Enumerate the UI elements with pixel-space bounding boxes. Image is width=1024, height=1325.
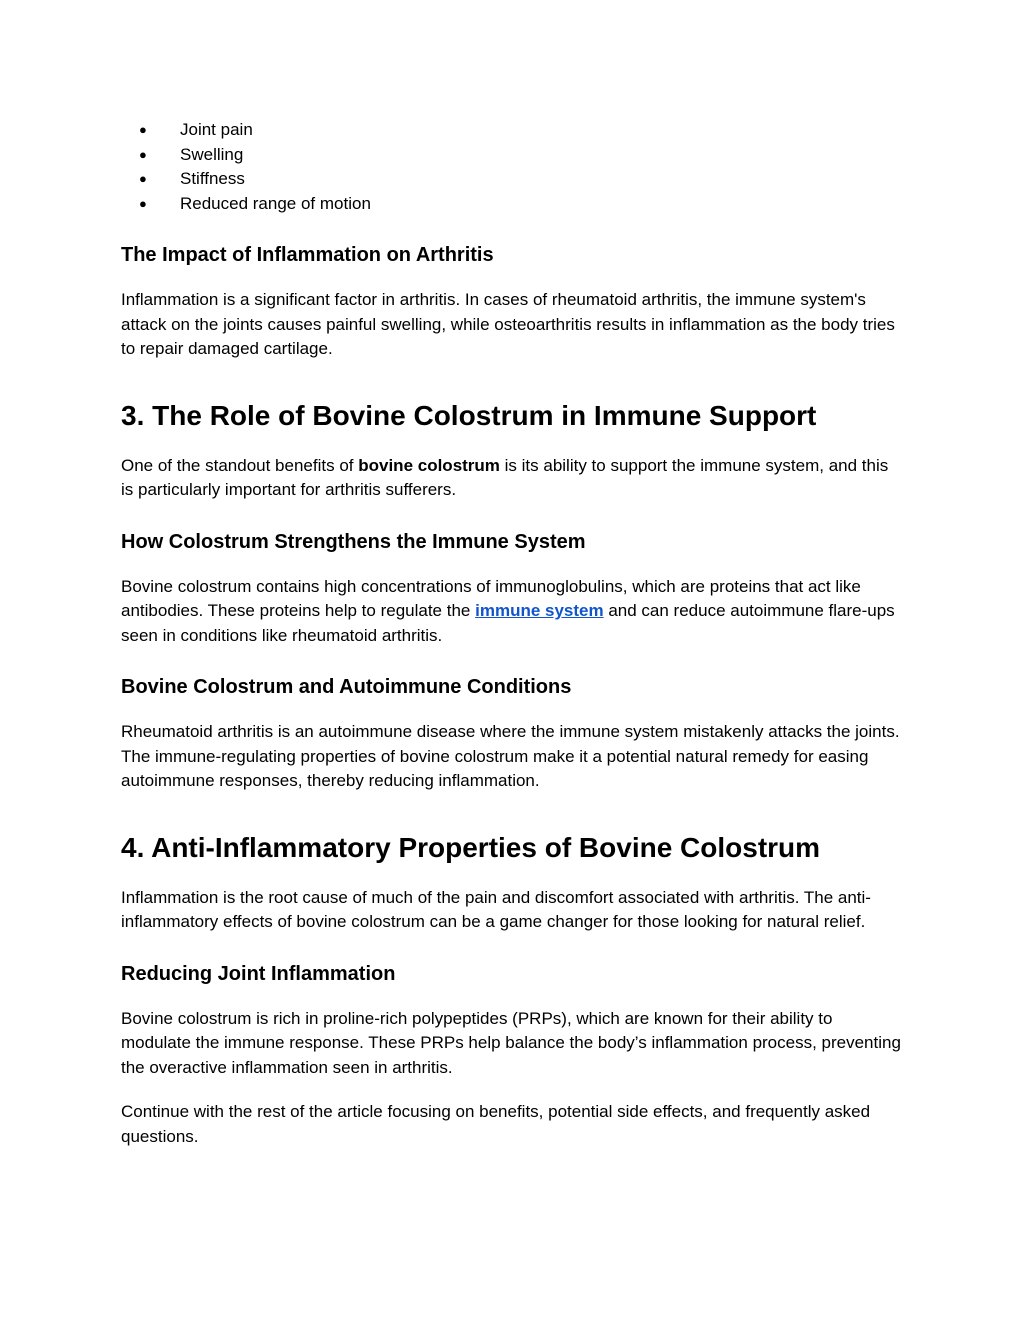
intro-text-before: One of the standout benefits of (121, 455, 359, 475)
strengthens-text-after: and can reduce autoimmune flare-ups seen in conditions like rheumatoid arthritis. (121, 601, 895, 645)
section-3-heading: 3. The Role of Bovine Colostrum in Immune Support (121, 399, 817, 431)
strengthens-heading: How Colostrum Strengthens the Immune System (121, 530, 586, 553)
reducing-paragraph: Bovine colostrum is rich in proline-rich polypeptides (PRPs), which are known for their ability to modulate the immune response. These PRPs help balance the body’s inflammation process, preventing the overactive inflammation seen in arthritis. (121, 1008, 901, 1077)
list-item-text: Stiffness (180, 169, 245, 188)
autoimmune-heading: Bovine Colostrum and Autoimmune Conditions (121, 676, 572, 698)
bullet-icon: ● (139, 146, 147, 162)
intro-text-after: is its ability to support the immune system, and this is particularly important for arthritis sufferers. (121, 455, 889, 499)
bullet-icon: ● (139, 171, 147, 186)
list-item (121, 118, 901, 143)
bullet-icon: ● (139, 195, 147, 211)
strengthens-paragraph (121, 575, 901, 649)
impact-heading: The Impact of Inflammation on Arthritis (121, 244, 494, 266)
list-item-text: Swelling (180, 144, 244, 164)
list-item-text: Reduced range of motion (180, 193, 371, 213)
list-item (121, 143, 901, 168)
list-item-text: Joint pain (180, 120, 253, 139)
section-4-heading: 4. Anti-Inflammatory Properties of Bovine Colostrum (121, 831, 821, 863)
strengthens-text-before: Bovine colostrum contains high concentrations of immunoglobulins, which are proteins that act like antibodies. These proteins help to regulate the (121, 576, 861, 620)
list-item (121, 167, 901, 192)
list-item (121, 192, 901, 217)
symptom-list (121, 118, 901, 216)
section-4-intro: Inflammation is the root cause of much of the pain and discomfort associated with arthritis. The anti-inflammatory effects of bovine colostrum can be a game changer for those looking for natural relief. (121, 887, 871, 931)
section-3-intro (121, 454, 901, 503)
document-page (121, 118, 901, 1149)
intro-bold-term: bovine colostrum (358, 455, 500, 475)
continue-note: Continue with the rest of the article focusing on benefits, potential side effects, and frequently asked questions. (121, 1102, 871, 1146)
impact-paragraph: Inflammation is a significant factor in arthritis. In cases of rheumatoid arthritis, the immune system's attack on the joints causes painful swelling, while osteoarthritis results in inflammation as the body tries to repair damaged cartilage. (121, 290, 895, 358)
reducing-heading: Reducing Joint Inflammation (121, 962, 396, 985)
autoimmune-paragraph: Rheumatoid arthritis is an autoimmune disease where the immune system mistakenly attacks the joints. The immune-regulating properties of bovine colostrum make it a potential natural remedy for easing autoimmune responses, thereby reducing inflammation. (121, 722, 900, 790)
immune-system-link[interactable]: immune system (475, 601, 604, 620)
bullet-icon: ● (139, 122, 147, 137)
